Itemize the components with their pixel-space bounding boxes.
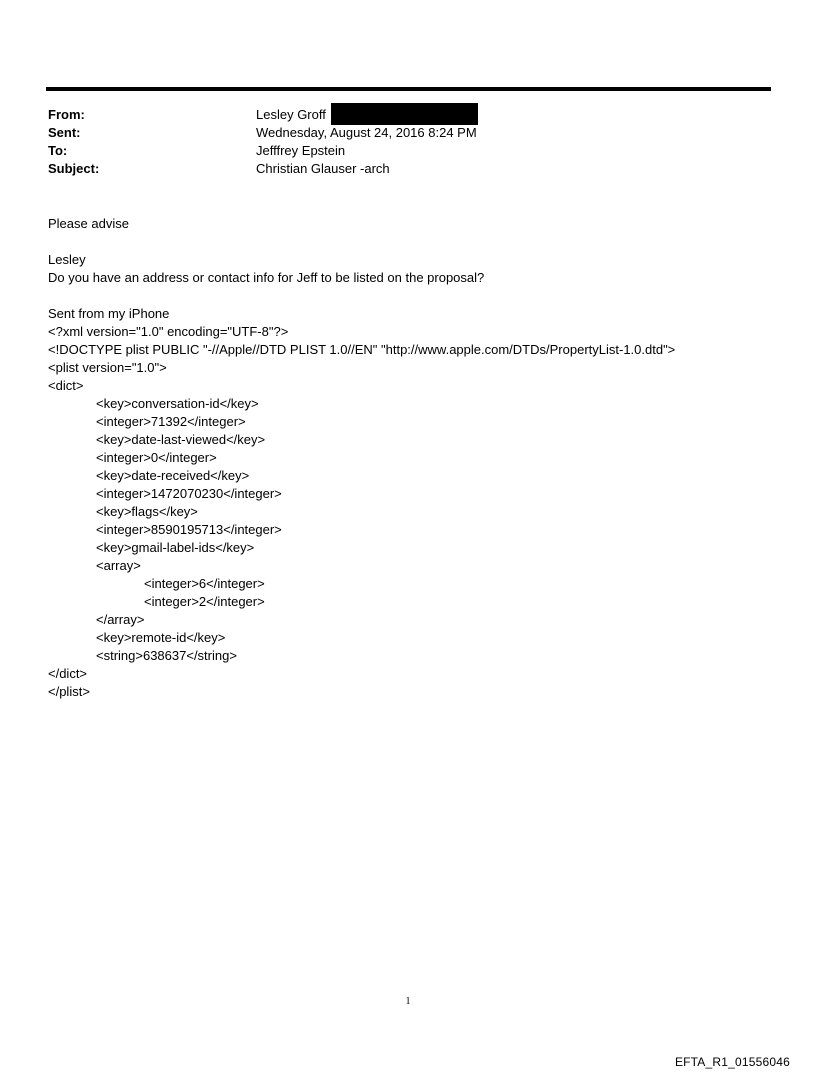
header-divider — [46, 87, 771, 91]
plist-array-item: <integer>6</integer> — [144, 576, 265, 591]
subject-row — [48, 160, 768, 178]
subject-label: Subject: — [48, 161, 100, 176]
sent-label: Sent: — [48, 125, 81, 140]
subject-value: Christian Glauser -arch — [256, 161, 390, 176]
body-sent-from: Sent from my iPhone — [48, 306, 170, 321]
plist-doctype: <!DOCTYPE plist PUBLIC "-//Apple//DTD PLIST 1.0//EN" "http://www.apple.com/DTDs/PropertyList-1.0.dtd"> — [48, 342, 676, 357]
plist-entry: <array> — [96, 558, 141, 573]
plist-entry: <key>date-received</key> — [96, 468, 250, 483]
plist-entry: </array> — [96, 612, 145, 627]
document-id: EFTA_R1_01556046 — [674, 1055, 790, 1069]
dict-open-tag: <dict> — [48, 378, 84, 393]
plist-entry: <key>flags</key> — [96, 504, 198, 519]
body-question: Do you have an address or contact info for Jeff to be listed on the proposal? — [48, 270, 485, 285]
body-signature: Lesley — [48, 252, 86, 267]
plist-entry: <key>conversation-id</key> — [96, 396, 259, 411]
to-label: To: — [48, 143, 68, 158]
from-label: From: — [48, 107, 85, 122]
to-row — [48, 142, 768, 160]
email-header — [48, 106, 768, 178]
page-number: 1 — [405, 996, 411, 1007]
plist-close-tag: </plist> — [48, 684, 90, 699]
plist-entry: <integer>0</integer> — [96, 450, 217, 465]
plist-array-item: <integer>2</integer> — [144, 594, 265, 609]
from-value: Lesley Groff — [256, 107, 326, 122]
dict-close-tag: </dict> — [48, 666, 88, 681]
plist-entry: <string>638637</string> — [96, 648, 237, 663]
email-body — [48, 215, 788, 701]
plist-entry: <integer>8590195713</integer> — [96, 522, 282, 537]
sent-row — [48, 124, 768, 142]
from-row — [48, 106, 768, 124]
plist-entry: <key>gmail-label-ids</key> — [96, 540, 255, 555]
plist-xml-declaration: <?xml version="1.0" encoding="UTF-8"?> — [48, 324, 289, 339]
plist-entry: <key>date-last-viewed</key> — [96, 432, 266, 447]
plist-entry: <integer>1472070230</integer> — [96, 486, 282, 501]
plist-open-tag: <plist version="1.0"> — [48, 360, 167, 375]
redaction-block — [331, 103, 478, 125]
plist-entry: <integer>71392</integer> — [96, 414, 246, 429]
sent-value: Wednesday, August 24, 2016 8:24 PM — [256, 125, 477, 140]
body-advise: Please advise — [48, 216, 129, 231]
plist-entry: <key>remote-id</key> — [96, 630, 226, 645]
to-value: Jefffrey Epstein — [256, 143, 346, 158]
